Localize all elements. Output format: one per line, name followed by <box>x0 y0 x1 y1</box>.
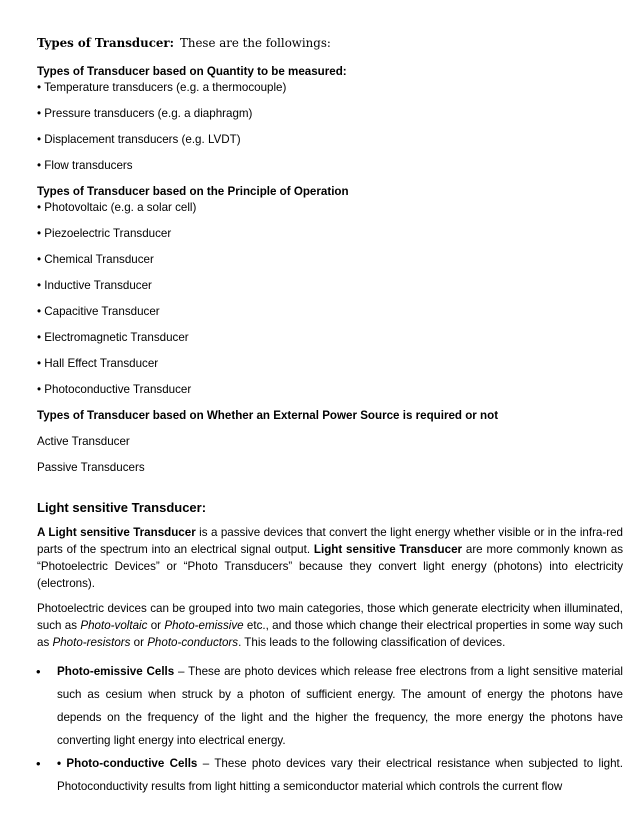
quantity-item: • Temperature transducers (e.g. a thermocouple) <box>37 81 287 94</box>
quantity-item: • Pressure transducers (e.g. a diaphragm) <box>37 107 253 120</box>
quantity-item: • Displacement transducers (e.g. LVDT) <box>37 133 241 146</box>
principle-item: • Photovoltaic (e.g. a solar cell) <box>37 201 197 214</box>
principle-item: • Hall Effect Transducer <box>37 357 159 370</box>
principle-item: • Electromagnetic Transducer <box>37 331 189 344</box>
principle-item: • Capacitive Transducer <box>37 305 160 318</box>
light-term: A Light sensitive Transducer <box>37 526 196 539</box>
types-title: Types of Transducer: <box>37 36 174 50</box>
light-paragraph-2: Photoelectric devices can be grouped into two main categories, those which generate electricity when illuminated, such as Photo-voltaic or Photo-emissive etc., and those which change their electrical properties in some way such as Photo-resistors or Photo-conductors. This leads to the following classification of devices. <box>37 602 623 649</box>
power-item: Passive Transducers <box>37 461 145 474</box>
bullet-icon: • <box>36 664 41 679</box>
power-item: Active Transducer <box>37 435 130 448</box>
principle-item: • Chemical Transducer <box>37 253 154 266</box>
light-paragraph-1: A Light sensitive Transducer is a passive devices that convert the light energy whether visible or in the infra-red parts of the spectrum into an electrical signal output. Light sensitive Transducer are more commonly known as “Photoelectric Devices” or “Photo Transducers” because they convert light energy (photons) into electricity (electrons). <box>37 526 623 590</box>
principle-item: • Inductive Transducer <box>37 279 152 292</box>
principle-heading: Types of Transducer based on the Principle of Operation <box>37 185 349 198</box>
list-item: • Photo-emissive Cells – These are photo devices which release free electrons from a light sensitive material such as cesium when struck by a photon of sufficient energy. The amount of energy the photons have depends on the frequency of the light and the higher the frequency, the more energy the photons have converting light energy into electrical energy. <box>37 660 623 752</box>
power-heading: Types of Transducer based on Whether an External Power Source is required or not <box>37 409 499 422</box>
list-item: • • Photo-conductive Cells – These photo devices vary their electrical resistance when subjected to light. Photoconductivity results from light hitting a semiconductor material which controls the current flow <box>37 752 623 798</box>
bullet-icon: • <box>36 756 41 771</box>
device-classification-list <box>37 660 623 798</box>
principle-item: • Photoconductive Transducer <box>37 383 192 396</box>
quantity-heading: Types of Transducer based on Quantity to be measured: <box>37 65 347 78</box>
light-term: Light sensitive Transducer <box>313 543 463 556</box>
quantity-item: • Flow transducers <box>37 159 133 172</box>
document-page <box>37 36 623 798</box>
principle-item: • Piezoelectric Transducer <box>37 227 172 240</box>
light-section-title: Light sensitive Transducer: <box>37 500 207 515</box>
types-header <box>37 36 623 50</box>
types-note: These are the followings: <box>179 36 331 50</box>
